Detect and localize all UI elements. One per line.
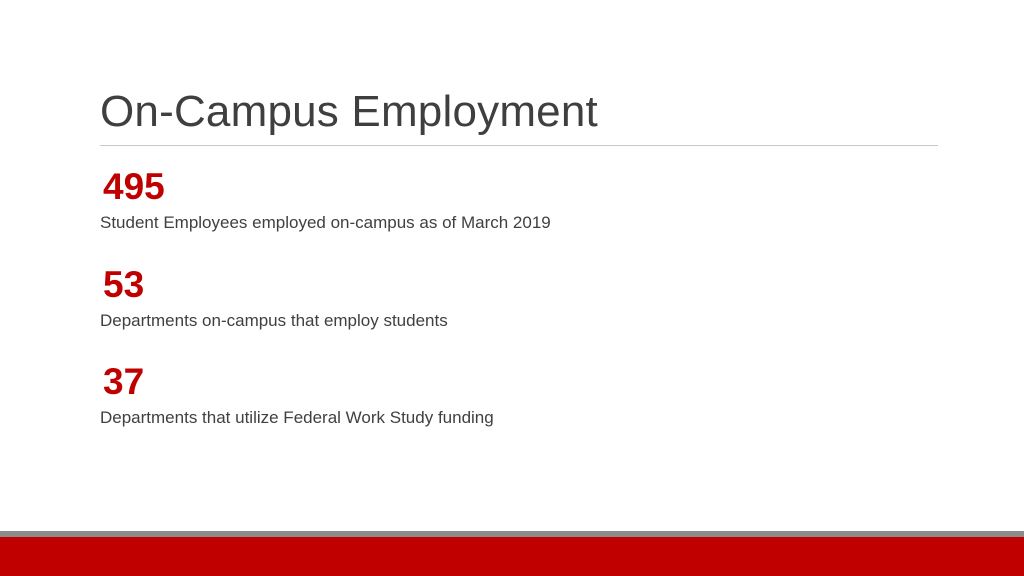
slide-title: On-Campus Employment xyxy=(100,87,598,136)
title-divider xyxy=(100,145,938,146)
stat-block xyxy=(100,264,448,332)
stat-number: 495 xyxy=(103,166,165,207)
stat-caption: Departments on-campus that employ students xyxy=(100,311,448,330)
stat-number: 53 xyxy=(103,264,145,305)
stat-number: 37 xyxy=(103,361,145,402)
stat-caption: Departments that utilize Federal Work Study funding xyxy=(100,408,494,427)
stat-block xyxy=(100,361,494,429)
stat-block xyxy=(100,166,551,234)
footer-red-band xyxy=(0,537,1024,576)
stat-caption: Student Employees employed on-campus as of March 2019 xyxy=(100,213,551,232)
